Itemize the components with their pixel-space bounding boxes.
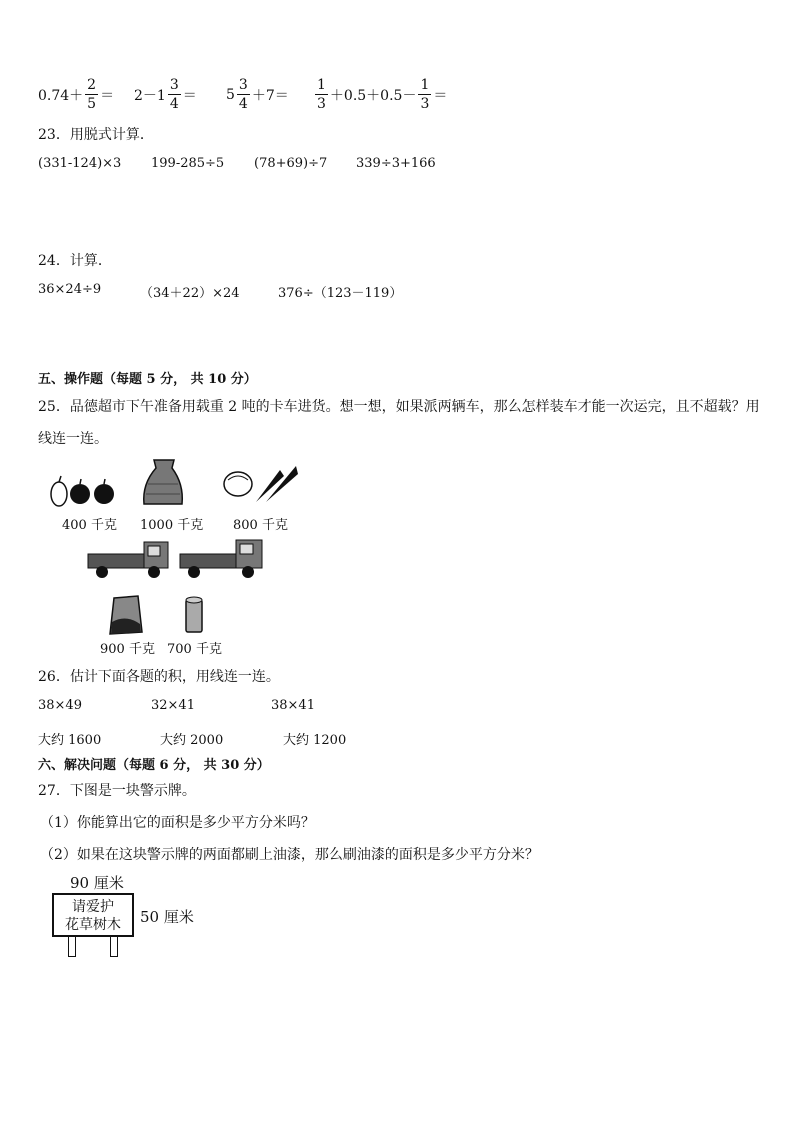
q26-estimate-2: 大约 2000 bbox=[160, 733, 224, 748]
q25-line-2: 线连一连。 bbox=[38, 431, 108, 447]
expr-text: 0.74＋ bbox=[38, 87, 84, 104]
q27-sub-2: （2）如果在这块警示牌的两面都刷上油漆，那么刷油漆的面积是多少平方分米？ bbox=[40, 847, 539, 863]
sign-post-right bbox=[110, 936, 118, 957]
expr-text: ＋7＝ bbox=[251, 87, 289, 104]
goods-label-fruits: 400 千克 bbox=[62, 518, 117, 533]
fruits-icon bbox=[51, 476, 114, 506]
sign-post-left bbox=[68, 936, 76, 957]
expr-text: 2－1 bbox=[134, 87, 166, 104]
denominator: 4 bbox=[238, 96, 248, 112]
arith-expr-3 bbox=[226, 78, 289, 111]
fraction-bar bbox=[315, 94, 328, 95]
section-6-heading: 六、解决问题（每题 6 分， 共 30 分） bbox=[38, 758, 270, 773]
denominator: 3 bbox=[317, 96, 326, 112]
q27-title: 27．下图是一块警示牌。 bbox=[38, 783, 196, 799]
q26-expr-2: 32×41 bbox=[151, 698, 195, 713]
arith-expr-1 bbox=[38, 78, 114, 111]
expr-text: ＋0.5＋0.5－ bbox=[329, 87, 417, 104]
sign-text-line-2: 花草树木 bbox=[65, 917, 121, 933]
sack-icon bbox=[144, 460, 183, 504]
goods-label-sack: 1000 千克 bbox=[140, 518, 204, 533]
expr-text: 5 bbox=[226, 86, 235, 103]
q24-item-2: （34＋22）×24 bbox=[140, 286, 240, 301]
fraction-bar bbox=[237, 94, 250, 95]
bag-icon bbox=[110, 596, 142, 634]
denominator: 4 bbox=[169, 96, 179, 112]
q24-item-3: 376÷（123－119） bbox=[278, 286, 403, 301]
goods-label-can: 700 千克 bbox=[167, 642, 222, 657]
vegetables-icon bbox=[224, 466, 298, 502]
q23-item-3: (78+69)÷7 bbox=[254, 156, 328, 171]
numerator: 3 bbox=[169, 77, 179, 93]
fraction bbox=[168, 78, 181, 111]
goods-label-vegetables: 800 千克 bbox=[233, 518, 288, 533]
fraction bbox=[237, 78, 250, 111]
section-5-heading: 五、操作题（每题 5 分， 共 10 分） bbox=[38, 372, 257, 387]
goods-and-trucks-figure bbox=[44, 454, 314, 660]
numerator: 1 bbox=[317, 77, 326, 93]
q23-title: 23．用脱式计算． bbox=[38, 127, 154, 143]
fraction bbox=[418, 78, 431, 111]
q26-estimate-3: 大约 1200 bbox=[283, 733, 347, 748]
q23-item-1: (331-124)×3 bbox=[38, 156, 122, 171]
sign-width-label: 90 厘米 bbox=[70, 874, 124, 892]
q26-expr-3: 38×41 bbox=[271, 698, 315, 713]
fraction bbox=[315, 78, 328, 111]
expr-text: ＝ bbox=[100, 87, 115, 104]
fraction-bar bbox=[85, 94, 98, 95]
truck-icon-1 bbox=[88, 542, 168, 578]
numerator: 1 bbox=[420, 77, 430, 93]
q27-sub-1: （1）你能算出它的面积是多少平方分米吗？ bbox=[40, 815, 315, 831]
can-icon bbox=[186, 597, 202, 632]
truck-icon-2 bbox=[180, 540, 262, 578]
q24-item-1: 36×24÷9 bbox=[38, 282, 102, 297]
denominator: 5 bbox=[87, 96, 97, 112]
fraction bbox=[85, 78, 98, 111]
q23-item-2: 199-285÷5 bbox=[151, 156, 225, 171]
arith-expr-4 bbox=[313, 78, 447, 111]
numerator: 3 bbox=[238, 77, 248, 93]
q25-line-1: 25．品德超市下午准备用载重 2 吨的卡车进货。想一想，如果派两辆车，那么怎样装车才能一次运完，且不超载？用 bbox=[38, 399, 760, 415]
fraction-bar bbox=[168, 94, 181, 95]
sign-text-line-1: 请爱护 bbox=[72, 899, 114, 915]
goods-label-bag: 900 千克 bbox=[100, 642, 155, 657]
q26-expr-1: 38×49 bbox=[38, 698, 82, 713]
warning-sign-board bbox=[52, 893, 134, 937]
sign-height-label: 50 厘米 bbox=[140, 908, 194, 926]
q26-estimate-1: 大约 1600 bbox=[38, 733, 102, 748]
q24-title: 24．计算． bbox=[38, 253, 112, 269]
expr-text: ＝ bbox=[433, 87, 448, 104]
q23-item-4: 339÷3+166 bbox=[356, 156, 436, 171]
q26-title: 26．估计下面各题的积，用线连一连。 bbox=[38, 669, 280, 685]
numerator: 2 bbox=[87, 77, 97, 93]
arith-expr-2 bbox=[134, 78, 197, 111]
expr-text: ＝ bbox=[182, 87, 197, 104]
fraction-bar bbox=[418, 94, 431, 95]
denominator: 3 bbox=[420, 96, 430, 112]
